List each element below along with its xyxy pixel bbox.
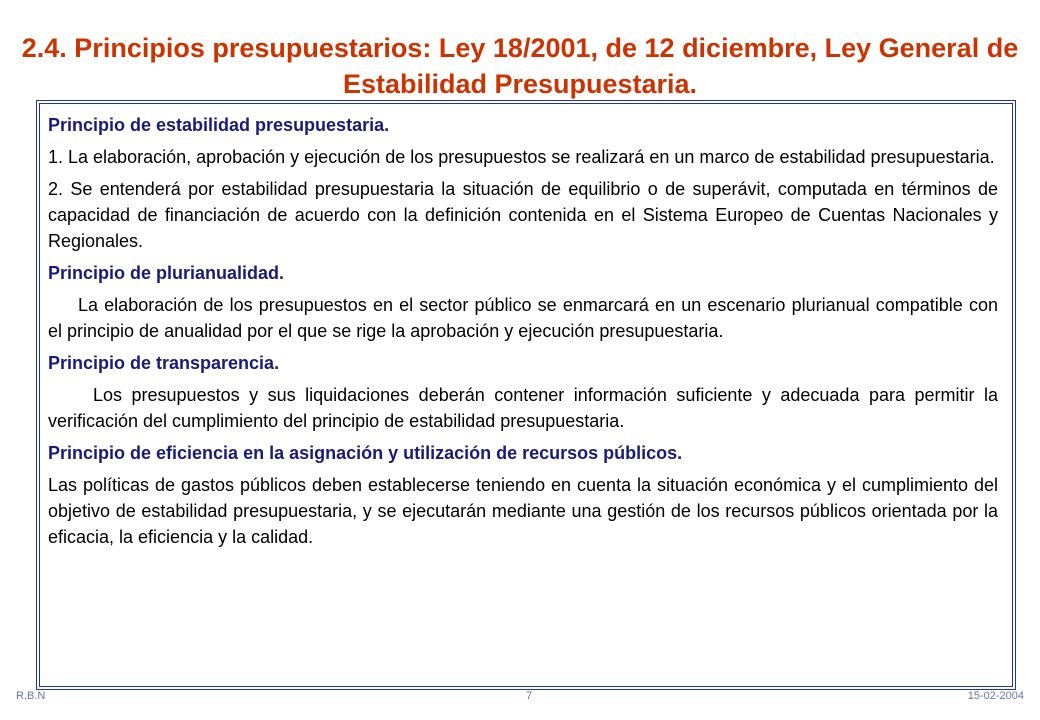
footer-author: R.B.N bbox=[16, 690, 46, 702]
footer-date: 15-02-2004 bbox=[967, 690, 1024, 702]
paragraph-estabilidad-2: 2. Se entenderá por estabilidad presupuestaria la situación de equilibrio o de superávit, computada en términos de capacidad de financiación de acuerdo con la definición contenida en el Sistema Europeo de Cuentas Nacionales y Regionales. bbox=[48, 179, 998, 251]
content-body bbox=[48, 112, 998, 556]
heading-plurianualidad: Principio de plurianualidad. bbox=[48, 263, 285, 283]
heading-estabilidad: Principio de estabilidad presupuestaria. bbox=[48, 115, 390, 135]
slide-title: 2.4. Principios presupuestarios: Ley 18/2001, de 12 diciembre, Ley General de Estabilidad Presupuestaria. bbox=[21, 33, 1019, 99]
paragraph-eficiencia: Las políticas de gastos públicos deben establecerse teniendo en cuenta la situación económica y el cumplimiento del objetivo de estabilidad presupuestaria, y se ejecutarán mediante una gestión de los recursos públicos orientada por la eficacia, la eficiencia y la calidad. bbox=[48, 475, 998, 547]
paragraph-plurianualidad: La elaboración de los presupuestos en el sector público se enmarcará en un escenario plurianual compatible con el principio de anualidad por el que se rige la aprobación y ejecución presupuestaria. bbox=[48, 295, 998, 341]
heading-eficiencia: Principio de eficiencia en la asignación y utilización de recursos públicos. bbox=[48, 443, 683, 463]
footer-page-number: 7 bbox=[526, 690, 533, 702]
heading-transparencia: Principio de transparencia. bbox=[48, 353, 280, 373]
paragraph-transparencia: Los presupuestos y sus liquidaciones deberán contener información suficiente y adecuada para permitir la verificación del cumplimiento del principio de estabilidad presupuestaria. bbox=[48, 385, 998, 431]
paragraph-estabilidad-1: 1. La elaboración, aprobación y ejecución de los presupuestos se realizará en un marco de estabilidad presupuestaria. bbox=[48, 147, 995, 167]
